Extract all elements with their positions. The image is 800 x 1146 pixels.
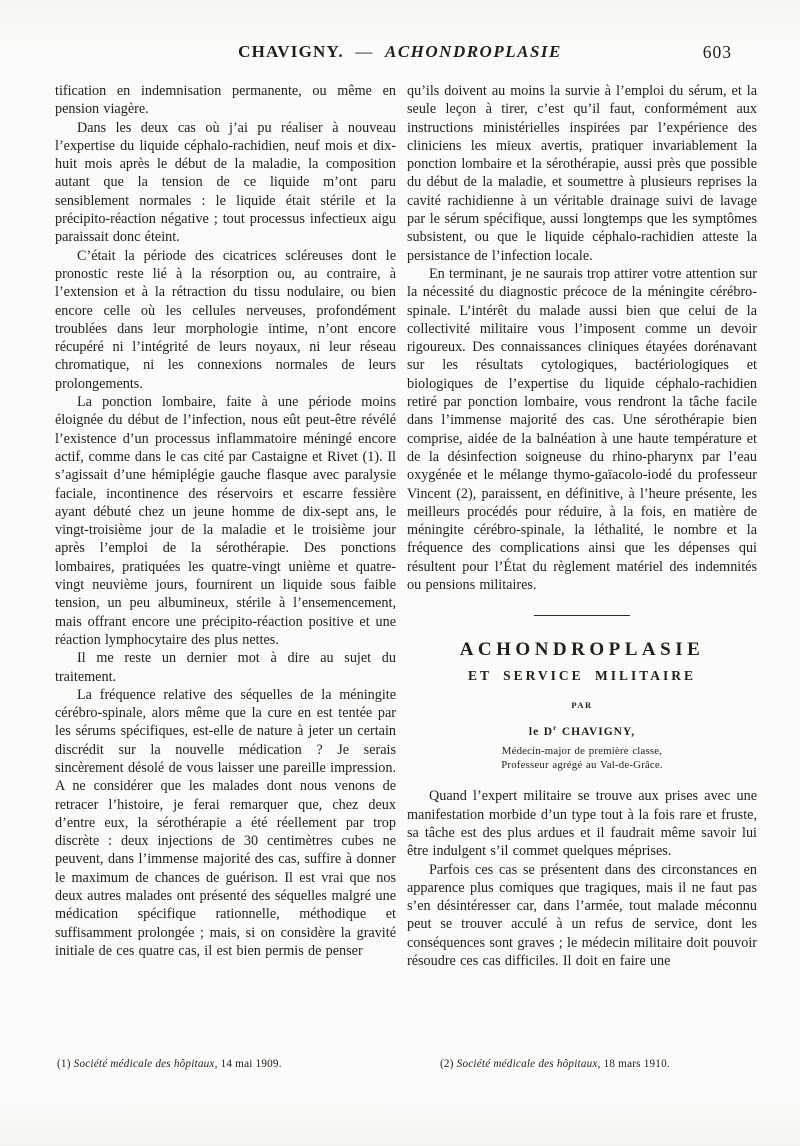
byline-role-2: Professeur agrégé au Val-de-Grâce. (501, 758, 663, 771)
footnote-2 (440, 1058, 670, 1070)
byline-role-1: Médecin-major de première classe, (501, 745, 663, 758)
section-divider (534, 615, 630, 616)
footnote-1-marker: (1) (57, 1058, 71, 1070)
right-paragraph-3: Quand l’expert militaire se trouve aux prises avec une manifestation morbide d’un type tout à la fois rare et fruste, sa tâche est des plus ardues et il faudrait même savoir lui être indulgent s’il commet quelques méprises. (407, 788, 757, 860)
byline-label: PAR (571, 699, 593, 710)
article-heading (407, 641, 757, 772)
footnote-1-journal: Société médicale des hôpitaux (73, 1058, 215, 1070)
byline-author-prefix: le D (528, 726, 554, 739)
article-title: ACHONDROPLASIE (459, 639, 705, 661)
page-number: 603 (702, 42, 732, 62)
right-paragraph-continuation: qu’ils doivent au moins la survie à l’emploi du sérum, et la seule leçon à tirer, c’est qu’il faut, conformément aux instructions ministérielles inspirées par l’expérience des cliniciens les mieux avertis, pratiquer invariablement la ponction lombaire et la sérothérapie, aussi près que possible du début de la maladie, et soumettre à plusieurs reprises la cavité rachidienne à un véritable drainage suivi de lavage par le sérum spécifique, aussi longtemps que les symptômes subsistent, ou que le liquide céphalo-rachidien atteste la persistance de l’infection locale. (407, 83, 757, 264)
byline-author (407, 719, 757, 741)
running-head-title: ACHONDROPLASIE (384, 42, 562, 61)
right-column (407, 82, 757, 970)
footnote-1-reference: , 14 mai 1909. (214, 1058, 282, 1070)
footnotes (57, 1058, 757, 1070)
footnote-2-marker: (2) (440, 1058, 454, 1070)
left-column (55, 82, 396, 960)
running-head-dash: — (355, 42, 374, 61)
left-paragraph-2: Dans les deux cas où j’ai pu réaliser à nouveau l’expertise du liquide céphalo-rachidien, neuf mois et dix-huit mois après le début de la maladie, la composition autant que la tension de ce liquide m’ont paru sensiblement normales : le liquide était stérile et la précipito-réaction négative ; tout processus infectieux aigu paraissait donc éteint. (55, 119, 396, 246)
byline-author-superscript: r (553, 724, 558, 733)
left-paragraph-3: C’était la période des cicatrices scléreuses dont le pronostic reste lié à la résorption ou, au contraire, à l’extension et à la rétraction du tissu nodulaire, ou bien encore celle où les cellules nerveuses, profondément troublées dans leur morphologie intime, n’ont encore récupéré ni l’intégrité de leurs noyaux, ni leur réseau chromatique, ni les connexions normales de leurs prolongements. (55, 247, 396, 392)
footnote-1 (57, 1058, 440, 1070)
running-head-author: CHAVIGNY. (238, 42, 344, 61)
byline-author-name: CHAVIGNY, (557, 726, 636, 739)
footnote-2-reference: , 18 mars 1910. (597, 1058, 670, 1070)
left-paragraph-4: La ponction lombaire, faite à une période moins éloignée du début de l’infection, nous eût peut-être révélé l’existence d’un processus inflammatoire méningé encore actif, comme dans le cas cité par Castaigne et Rivet (1). Il s’agissait d’une hémiplégie gauche flasque avec paralysie faciale, incontinence des réservoirs et escarre fessière ayant débuté chez un jeune homme de dix-sept ans, le vingt-troisième jour de la maladie et le troisième jour après l’emploi de la sérothérapie. Des ponctions lombaires, pratiquées les quatre-vingt unième et quatre-vingt neuvième jours, fournirent un liquide sous faible tension, un peu albumineux, stérile à l’ensemencement, mais offrant encore une précipito-réaction positive et une réaction lymphocytaire des plus nettes. (55, 394, 396, 648)
article-subtitle: ET SERVICE MILITAIRE (467, 667, 697, 683)
left-paragraph-5: Il me reste un dernier mot à dire au sujet du traitement. (55, 650, 396, 685)
left-paragraph-6: La fréquence relative des séquelles de la méningite cérébro-spinale, alors même que la cure en est tentée par les sérums spécifiques, est-elle de nature à jeter un certain discrédit sur la nouvelle médication ? Je serais sincèrement désolé de vous laisser une pareille impression. A ne considérer que les malades dont nous venons de retracer l’histoire, je ferai remarquer que, chez deux d’entre eux, la sérothérapie a été réellement par trop discrète : deux injections de 30 centimètres cubes ne peuvent, dans l’immense majorité des cas, suffire à donner le maximum de chances de guérison. Il est vrai que nos deux autres malades ont présenté des séquelles malgré une médication spécifique rationnelle, méthodique et suffisamment prolongée ; mais, si on considère la gravité initiale de ces quatre cas, il est bien permis de penser (55, 686, 396, 959)
right-paragraph-4: Parfois ces cas se présentent dans des circonstances en apparence plus comiques que tragiques, mais il ne faut pas s’en désintéresser car, dans l’armée, tout malade méconnu peut se trouver acculé à un refus de service, dont les conséquences sont graves ; le médecin militaire doit pouvoir résoudre ces cas difficiles. Il doit en faire une (407, 861, 757, 969)
right-paragraph-2: En terminant, je ne saurais trop attirer votre attention sur la nécessité du diagnostic précoce de la méningite cérébro-spinale. L’intérêt du malade aussi bien que celui de la collectivité militaire vous l’imposent comme un devoir rigoureux. Des connaissances cliniques étayées dorénavant sur les résultats cytologiques, bactériologiques et biologiques de l’expertise du liquide céphalo-rachidien retiré par ponction lombaire, vous rendront la tâche facile dans l’immense majorité des cas. Une sérothérapie bien comprise, aidée de la balnéation à une haute température et de la désinfection soigneuse du rhino-pharynx par l’eau oxygénée et le mélange thymo-gaïacolo-iodé du professeur Vincent (2), paraissent, en définitive, à l’heure présente, les meilleurs procédés pour réduire, à la fois, en matière de méningite cérébro-spinale, la léthalité, le nombre et la fréquence des complications ainsi que les dépenses qui résultent pour l’État du règlement matériel des indemnités ou pensions militaires. (407, 265, 757, 594)
footnote-2-journal: Société médicale des hôpitaux (456, 1058, 598, 1070)
running-head (0, 42, 800, 62)
left-paragraph-continuation: tification en indemnisation permanente, ou même en pension viagère. (55, 83, 396, 118)
